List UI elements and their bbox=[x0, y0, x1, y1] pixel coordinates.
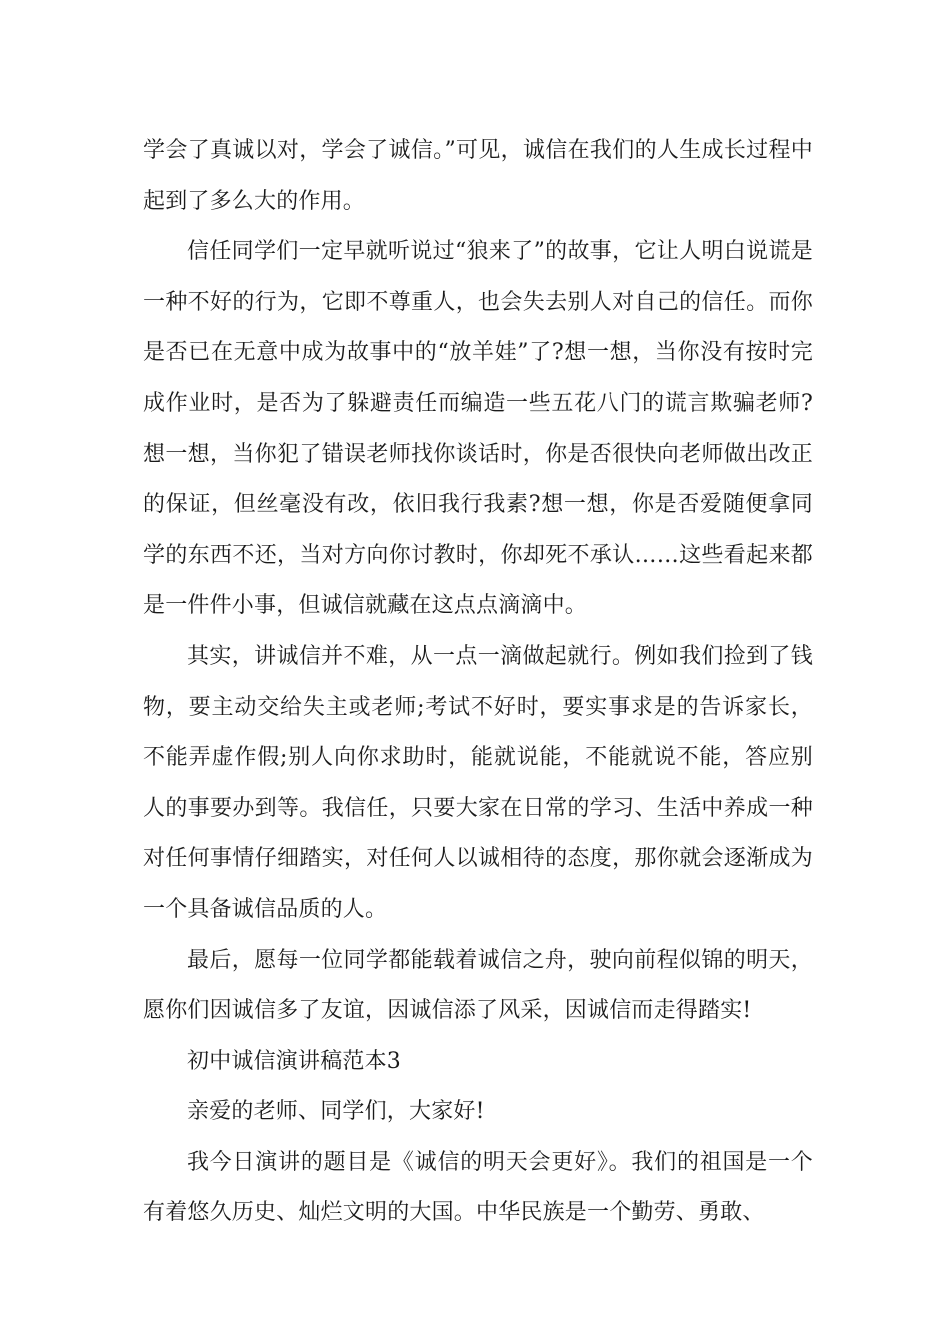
paragraph-speech-intro: 我今日演讲的题目是《诚信的明天会更好》。我们的祖国是一个有着悠久历史、灿烂文明的大国。中华民族是一个勤劳、勇敢、 bbox=[143, 1149, 813, 1226]
paragraph-closing-wish: 最后，愿每一位同学都能载着诚信之舟，驶向前程似锦的明天，愿你们因诚信多了友谊，因诚信添了风采，因诚信而走得踏实! bbox=[143, 947, 813, 1024]
paragraph-greeting: 亲爱的老师、同学们，大家好! bbox=[187, 1099, 485, 1125]
section-heading: 初中诚信演讲稿范本3 bbox=[187, 1048, 401, 1074]
paragraph-integrity-practice: 其实，讲诚信并不难，从一点一滴做起就行。例如我们捡到了钱物，要主动交给失主或老师;考试不好时，要实事求是的告诉家长，不能弄虚作假;别人向你求助时，能就说能，不能就说不能，答应别人的事要办到等。我信任，只要大家在日常的学习、生活中养成一种对任何事情仔细踏实，对任何人以诚相待的态度，那你就会逐渐成为一个具备诚信品质的人。 bbox=[143, 643, 813, 922]
paragraph-continuation: 学会了真诚以对，学会了诚信。”可见，诚信在我们的人生成长过程中起到了多么大的作用。 bbox=[143, 138, 813, 214]
paragraph-wolf-story: 信任同学们一定早就听说过“狼来了”的故事，它让人明白说谎是一种不好的行为，它即不尊重人，也会失去别人对自己的信任。而你是否已在无意中成为故事中的“放羊娃”了?想一想，当你没有按时完成作业时，是否为了躲避责任而编造一些五花八门的谎言欺骗老师?想一想，当你犯了错误老师找你谈话时，你是否很快向老师做出改正的保证，但丝毫没有改，依旧我行我素?想一想，你是否爱随便拿同学的东西不还，当对方向你讨教时，你却死不承认……这些看起来都是一件件小事，但诚信就藏在这点点滴滴中。 bbox=[143, 239, 813, 619]
document-body bbox=[143, 126, 813, 1239]
